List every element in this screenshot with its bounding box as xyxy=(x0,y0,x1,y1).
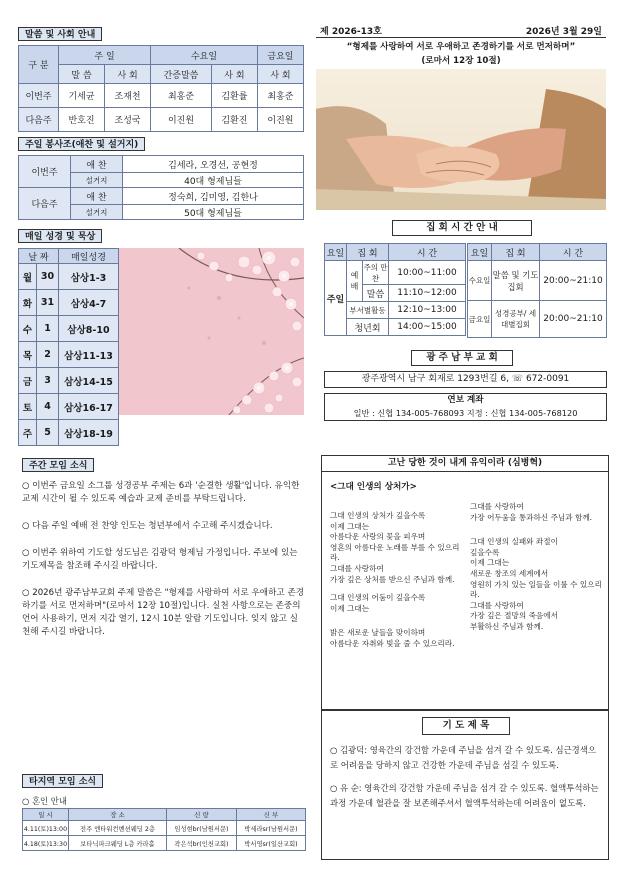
table-cell: 김환진 xyxy=(211,108,257,132)
day-cell: 주 xyxy=(19,420,37,446)
table-cell: 곽은석br(인천교회) xyxy=(167,836,237,851)
poem-subtitle: <그대 인생의 상처가> xyxy=(330,482,417,492)
poem-right-column xyxy=(470,502,604,641)
meal-names: 정숙희, 김미영, 김한나 xyxy=(123,188,304,205)
meeting-name: 말씀 xyxy=(363,285,389,302)
poem-line: 그대 인생의 실패와 좌절이 xyxy=(470,537,558,547)
offering-account xyxy=(324,393,607,421)
day-cell: 월 xyxy=(19,264,37,290)
section-title-sermon: 말씀 및 사회 안내 xyxy=(18,27,102,41)
service-table xyxy=(18,155,304,220)
reading-cell: 삼상14-15 xyxy=(59,368,119,394)
meeting-table-right xyxy=(467,243,607,338)
meeting-times-title: 집 회 시 간 안 내 xyxy=(392,220,532,236)
meeting-time: 10:00~11:00 xyxy=(389,261,466,285)
header-cell: 요일 xyxy=(468,244,492,261)
meeting-day: 금요일 xyxy=(468,301,492,338)
meeting-time: 11:10~12:00 xyxy=(389,285,466,302)
news-item: ○ 이번주 금요일 소그룹 성경공부 주제는 6과 '순결한 생활'입니다. 유익한 교제 시간이 될 수 있도록 예습과 교제 준비를 부탁드립니다. xyxy=(22,481,300,504)
table-cell: 조성국 xyxy=(105,108,151,132)
table-cell: 기세균 xyxy=(59,84,105,108)
table-cell: 4.18(토)13:30 xyxy=(23,836,69,851)
poem-line: 그대 인생의 상처가 깊을수록 xyxy=(330,511,426,520)
meeting-time: 20:00~21:10 xyxy=(540,261,607,301)
holding-hands-image xyxy=(316,69,606,210)
news-item: ○ 이번주 위하여 기도할 성도님은 김광덕 형제님 가정입니다. 주보에 있는 기도제목을 참조해 주시길 바랍니다. xyxy=(22,548,298,571)
table-cell: 박서영sr(일산교회) xyxy=(236,836,305,851)
wedding-subheading: ○ 혼인 안내 xyxy=(22,796,67,806)
dish-label: 설거지 xyxy=(71,205,123,220)
poem-line: 그대 인생의 어둠이 깊을수록 xyxy=(330,593,426,603)
sub-header: 사 회 xyxy=(105,65,151,84)
reading-cell: 삼상16-17 xyxy=(59,394,119,420)
header-wednesday: 수요일 xyxy=(151,46,258,65)
dish-group: 50대 형제님들 xyxy=(123,205,304,220)
header-cell: 장 소 xyxy=(69,809,167,821)
section-title-other-news: 타지역 모임 소식 xyxy=(22,774,103,788)
num-cell: 3 xyxy=(37,368,59,394)
header-friday: 금요일 xyxy=(257,46,303,65)
section-title-bible: 매일 성경 및 묵상 xyxy=(18,229,102,243)
header-cell: 신 랑 xyxy=(167,809,237,821)
meeting-name: 성경공부/ 세대별집회 xyxy=(492,301,540,338)
dish-group: 40대 형제님들 xyxy=(123,173,304,188)
poem-line: 가장 깊은 상처를 받으신 주님과 함께. xyxy=(330,574,455,584)
day-cell: 목 xyxy=(19,342,37,368)
meal-names: 김세라, 오경선, 공현정 xyxy=(123,156,304,173)
row-label: 다음주 xyxy=(19,188,71,220)
meeting-name: 말씀 및 기도집회 xyxy=(492,261,540,301)
poem-line: 깊을수록 xyxy=(470,547,500,557)
sub-header: 간증말씀 xyxy=(151,65,212,84)
num-cell: 1 xyxy=(37,316,59,342)
table-cell: 임성현br(남원서문) xyxy=(167,821,237,836)
row-label: 이번주 xyxy=(19,156,71,188)
table-cell: 반호진 xyxy=(59,108,105,132)
meeting-name: 청년회 xyxy=(347,319,389,336)
header-cell: 신 부 xyxy=(236,809,305,821)
theme-verse: “형제를 사랑하여 서로 우애하고 존경하기를 서로 먼저하며” xyxy=(346,42,576,52)
poem-line: 밝은 새로운 날들을 맞이하며 xyxy=(330,628,426,638)
church-name: 광 주 남 부 교 회 xyxy=(411,350,513,366)
section-title-weekly-news: 주간 모임 소식 xyxy=(22,458,94,472)
sub-header: 말 씀 xyxy=(59,65,105,84)
table-cell: 전주 엔타워컨벤션웨딩 2층 xyxy=(69,821,167,836)
day-cell: 수 xyxy=(19,316,37,342)
poem-line: 가장 깊은 절망의 죽음에서 xyxy=(470,611,558,621)
header-date: 날 짜 xyxy=(19,249,59,264)
worship-label: 예배 xyxy=(347,261,363,302)
meal-label: 애 찬 xyxy=(71,188,123,205)
header-cell: 시 간 xyxy=(540,244,607,261)
table-cell: 4.11(토)13:00 xyxy=(23,821,69,836)
cherry-blossom-image xyxy=(119,248,304,415)
account-numbers: 일반 : 신협 134-005-768093 지정 : 신협 134-005-768120 xyxy=(353,408,578,418)
row-label: 이번주 xyxy=(19,84,59,108)
poem-line: 그대를 사랑하여 xyxy=(470,600,524,610)
table-cell: 최홍준 xyxy=(257,84,303,108)
reading-cell: 삼상4-7 xyxy=(59,290,119,316)
sermon-table xyxy=(18,45,304,132)
reading-cell: 삼상18-19 xyxy=(59,420,119,446)
reading-cell: 삼상1-3 xyxy=(59,264,119,290)
header-cell: 집 회 xyxy=(492,244,540,261)
account-title: 연보 계좌 xyxy=(447,395,484,405)
num-cell: 4 xyxy=(37,394,59,420)
poem-line: 아름다운 사랑의 꽃을 피우며 xyxy=(330,532,426,542)
prayer-item: ○ 김광덕: 영육간의 강건함 가운데 주님을 섬겨 갈 수 있도록. 심근경색으로 어려움을 당하지 않고 건강한 가운데 주님을 섬길 수 있도록. xyxy=(330,745,596,770)
meeting-table-left xyxy=(324,243,466,336)
dish-label: 설거지 xyxy=(71,173,123,188)
prayer-list xyxy=(330,743,602,819)
meeting-day: 수요일 xyxy=(468,261,492,301)
issue-header xyxy=(316,24,606,38)
header-cell: 일 시 xyxy=(23,809,69,821)
sub-header: 사 회 xyxy=(257,65,303,84)
poem-box xyxy=(321,455,609,710)
bible-table xyxy=(18,248,119,446)
day-cell: 토 xyxy=(19,394,37,420)
prayer-item: ○ 유 순: 영육간의 강건함 가운데 주님을 섬겨 갈 수 있도록. 혈액투석하는 과정 가운데 혈관을 잘 보존해주셔서 혈액투석하는데 어려움이 없도록. xyxy=(330,783,599,808)
poem-line: 이제 그대는 xyxy=(330,521,370,531)
table-cell: 보타닉파크웨딩 L층 카라홀 xyxy=(69,836,167,851)
meeting-name: 부서별활동 xyxy=(347,302,389,319)
theme-reference: (로마서 12장 10절) xyxy=(421,56,501,66)
meeting-time: 12:10~13:00 xyxy=(389,302,466,319)
news-item: ○ 다음 주일 예배 전 찬양 인도는 청년부에서 수고해 주시겠습니다. xyxy=(22,521,273,531)
poem-line: 아름다운 자취와 빛을 줄 수 있으리라. xyxy=(330,638,455,648)
header-cell: 시 간 xyxy=(389,244,466,261)
poem-line: 그대를 사랑하여 xyxy=(470,502,524,511)
meal-label: 애 찬 xyxy=(71,156,123,173)
poem-line: 새로운 창조의 세계에서 xyxy=(470,568,549,578)
poem-line: 가장 어두움을 통과하신 주님과 함께. xyxy=(470,512,593,522)
header-sunday: 주 일 xyxy=(59,46,151,65)
table-cell: 최홍준 xyxy=(151,84,212,108)
table-cell: 김환률 xyxy=(211,84,257,108)
poem-line: 이제 그대는 xyxy=(330,603,370,613)
header-cell: 요일 xyxy=(325,244,347,261)
table-cell: 조재천 xyxy=(105,84,151,108)
poem-heading: 고난 당한 것이 내게 유익이라 (심병혁) xyxy=(322,456,608,472)
poem-line: 영원히 가치 있는 일들을 이룰 수 있으리라. xyxy=(470,579,602,600)
meeting-name: 주의 만찬 xyxy=(363,262,388,283)
church-address: 광주광역시 남구 회재로 1293번길 6, ☏ 672-0091 xyxy=(324,371,607,388)
issue-date: 2026년 3월 29일 xyxy=(525,27,602,37)
meeting-time: 20:00~21:10 xyxy=(540,301,607,338)
header-cell: 집 회 xyxy=(347,244,389,261)
weekly-news-list xyxy=(22,480,306,649)
header-reading: 매일성경 xyxy=(59,249,119,264)
day-cell: 금 xyxy=(19,368,37,394)
row-label: 다음주 xyxy=(19,108,59,132)
num-cell: 31 xyxy=(37,290,59,316)
header-group: 구 분 xyxy=(19,46,59,84)
poem-line: 부활하신 주님과 함께. xyxy=(470,621,544,631)
day-sunday: 주일 xyxy=(325,261,347,336)
news-item: ○ 2026년 광주남부교회 주제 말씀은 "형제를 사랑하여 서로 우애하고 존경하기를 서로 먼저하며"(로마서 12장 10절)입니다. 실천 사항으로는 존중의 언어 사용하기, 먼저 지갑 열기, 12시 10분 알람 기도입니다. 잊지 않고 실천해 주시길 바랍니다. xyxy=(22,588,305,637)
table-cell: 박세라sr(남원서문) xyxy=(236,821,305,836)
sub-header: 사 회 xyxy=(211,65,257,84)
table-cell: 이진원 xyxy=(257,108,303,132)
poem-line: 영혼의 아름다운 노래를 부를 수 있으리라. xyxy=(330,542,460,563)
reading-cell: 삼상11-13 xyxy=(59,342,119,368)
day-cell: 화 xyxy=(19,290,37,316)
prayer-box xyxy=(321,710,609,860)
wedding-table xyxy=(22,808,306,851)
poem-line: 이제 그대는 xyxy=(470,558,510,568)
poem-line: 그대를 사랑하여 xyxy=(330,563,384,573)
meeting-time: 14:00~15:00 xyxy=(389,319,466,336)
poem-left-column xyxy=(330,511,464,658)
reading-cell: 삼상8-10 xyxy=(59,316,119,342)
num-cell: 5 xyxy=(37,420,59,446)
issue-number: 제 2026-13호 xyxy=(320,27,382,37)
section-title-service: 주일 봉사조(애찬 및 설거지) xyxy=(18,137,145,151)
table-cell: 이진원 xyxy=(151,108,212,132)
prayer-title: 기 도 제 목 xyxy=(422,717,510,735)
num-cell: 30 xyxy=(37,264,59,290)
num-cell: 2 xyxy=(37,342,59,368)
